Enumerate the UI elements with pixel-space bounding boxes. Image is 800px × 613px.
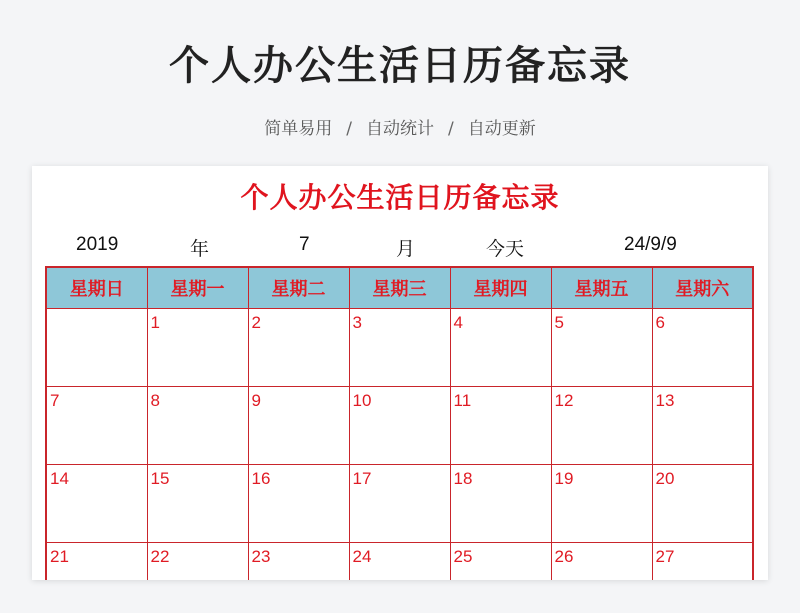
day-number: 11 — [453, 391, 472, 410]
day-cell[interactable] — [652, 465, 753, 543]
date-info-row — [46, 234, 754, 260]
today-label: 今天 — [486, 239, 525, 260]
weekday-tuesday: 星期二 — [248, 267, 349, 309]
day-number: 5 — [554, 313, 564, 332]
day-cell[interactable] — [147, 387, 248, 465]
day-number: 21 — [50, 547, 69, 566]
weekday-monday: 星期一 — [147, 267, 248, 309]
year-value[interactable]: 2019 — [76, 234, 119, 255]
weekday-saturday: 星期六 — [652, 267, 753, 309]
day-cell[interactable] — [248, 543, 349, 581]
day-cell[interactable] — [46, 465, 147, 543]
day-cell[interactable] — [349, 465, 450, 543]
day-cell[interactable] — [46, 543, 147, 581]
weekday-thursday: 星期四 — [450, 267, 551, 309]
day-number: 27 — [655, 547, 675, 566]
day-cell[interactable] — [450, 543, 551, 581]
day-number: 14 — [50, 469, 69, 488]
day-cell[interactable] — [147, 309, 248, 387]
month-value[interactable]: 7 — [299, 234, 310, 255]
day-cell[interactable] — [248, 465, 349, 543]
weekday-header-row — [46, 267, 753, 309]
day-number: 6 — [655, 313, 665, 332]
day-number: 18 — [453, 469, 473, 488]
weekday-friday: 星期五 — [551, 267, 652, 309]
day-number — [47, 309, 147, 313]
weekday-wednesday: 星期三 — [349, 267, 450, 309]
tagline-item-auto-update: 自动更新 — [467, 119, 536, 139]
today-value: 24/9/9 — [624, 234, 677, 255]
day-cell[interactable] — [551, 543, 652, 581]
day-number: 13 — [655, 391, 675, 410]
tagline-item-easy: 简单易用 — [264, 119, 333, 139]
calendar-sheet — [32, 166, 768, 580]
day-cell[interactable] — [248, 309, 349, 387]
day-cell[interactable] — [349, 309, 450, 387]
month-label: 月 — [396, 239, 416, 260]
day-cell[interactable] — [551, 387, 652, 465]
year-label: 年 — [190, 239, 210, 260]
day-cell[interactable] — [450, 309, 551, 387]
day-number: 8 — [150, 391, 160, 410]
calendar-grid — [45, 266, 754, 580]
day-cell[interactable] — [652, 387, 753, 465]
day-cell[interactable] — [248, 387, 349, 465]
day-number: 2 — [251, 313, 261, 332]
day-cell[interactable] — [652, 543, 753, 581]
week-row — [46, 309, 753, 387]
day-number: 16 — [251, 469, 271, 488]
day-number: 24 — [352, 547, 372, 566]
page-title: 个人办公生活日历备忘录 — [169, 43, 631, 89]
tagline-item-auto-stats: 自动统计 — [366, 119, 434, 139]
week-row — [46, 543, 753, 581]
day-cell[interactable] — [450, 465, 551, 543]
weekday-sunday: 星期日 — [46, 267, 147, 309]
day-number: 25 — [453, 547, 473, 566]
day-number: 3 — [352, 313, 362, 332]
day-cell[interactable] — [450, 387, 551, 465]
sheet-title: 个人办公生活日历备忘录 — [240, 181, 560, 214]
day-number: 17 — [352, 469, 372, 488]
day-cell[interactable] — [349, 387, 450, 465]
day-number: 1 — [150, 313, 160, 332]
day-cell[interactable] — [46, 309, 147, 387]
day-number: 20 — [655, 469, 675, 488]
day-number: 22 — [150, 547, 170, 566]
tagline-separator: / — [448, 119, 454, 139]
day-number: 19 — [554, 469, 574, 488]
day-number: 15 — [150, 469, 170, 488]
day-number: 7 — [50, 391, 60, 410]
week-row — [46, 387, 753, 465]
day-number: 9 — [251, 391, 261, 410]
day-cell[interactable] — [652, 309, 753, 387]
day-number: 23 — [251, 547, 271, 566]
day-cell[interactable] — [46, 387, 147, 465]
day-cell[interactable] — [551, 465, 652, 543]
day-cell[interactable] — [147, 465, 248, 543]
day-number: 12 — [554, 391, 574, 410]
tagline-separator: / — [346, 119, 352, 139]
day-cell[interactable] — [147, 543, 248, 581]
week-row — [46, 465, 753, 543]
day-cell[interactable] — [551, 309, 652, 387]
tagline — [0, 114, 800, 139]
day-number: 10 — [352, 391, 372, 410]
day-cell[interactable] — [349, 543, 450, 581]
day-number: 26 — [554, 547, 574, 566]
day-number: 4 — [453, 313, 463, 332]
